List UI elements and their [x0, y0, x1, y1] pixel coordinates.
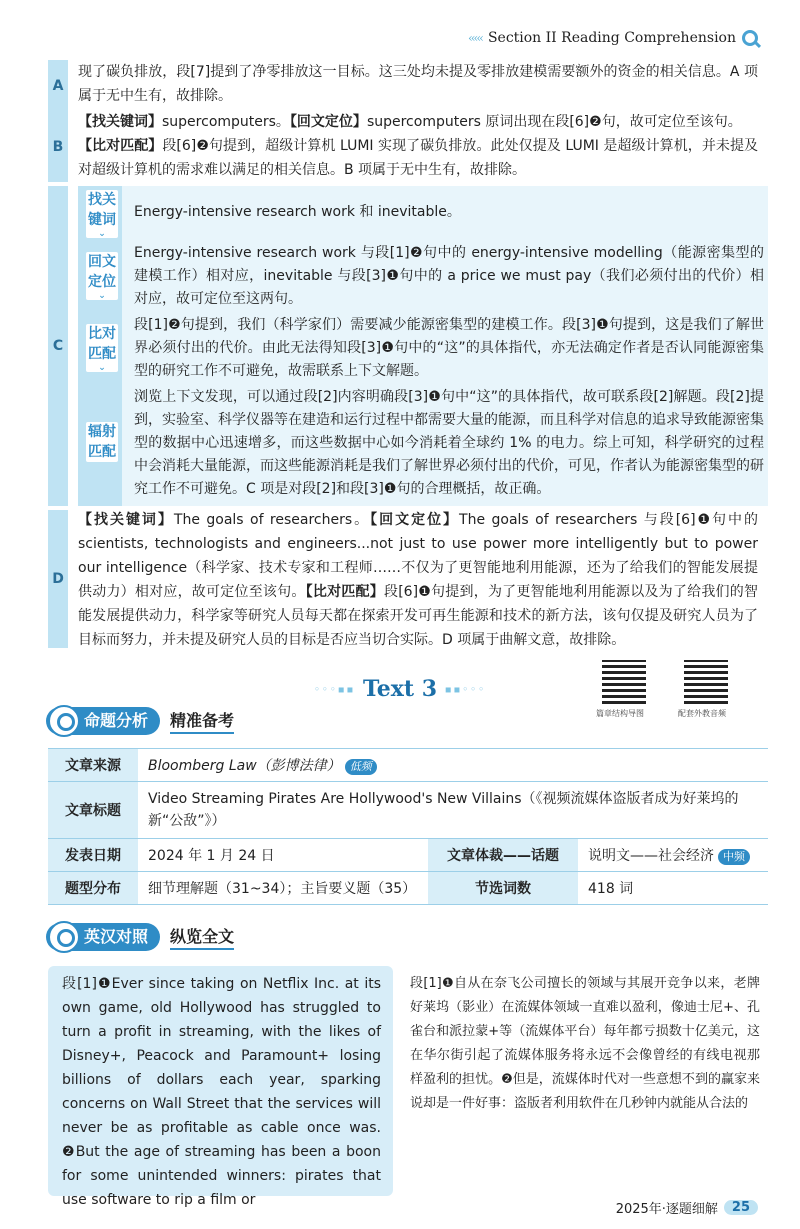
genre-cell: [578, 839, 768, 872]
footer-book-title: 2025年·逐题细解: [615, 1202, 718, 1217]
magnifier-icon: [48, 921, 80, 953]
info-row-types: [48, 872, 768, 905]
running-header: [468, 30, 758, 46]
info-row-source: [48, 749, 768, 782]
english-paragraph: 段[1]❶Ever since taking on Netflix Inc. at its own game, old Hollywood has struggled to turn a profit in streaming, with the likes of Disney+, Peacock and Paramount+ losing billions of dollars each year, sparking concerns on Wall Street that the services will never be as profitable as cable once was. ❷But the age of streaming has been a boon for some unintended winners: pirates that use software to rip a film or: [48, 966, 393, 1196]
option-c-label: C: [48, 186, 68, 506]
date-value: 2024 年 1 月 24 日: [138, 839, 428, 872]
option-a-text: 现了碳负排放，段[7]提到了净零排放这一目标。这三处均未提及零排放建模需要额外的资金的相关信息。A 项属于无中生有，故排除。: [78, 64, 758, 104]
magnifier-icon: [48, 705, 80, 737]
header-arrows: ‹‹‹‹‹: [467, 31, 482, 45]
types-label: 题型分布: [48, 872, 138, 905]
option-b-text: [78, 110, 758, 182]
option-c-text-2: Energy-intensive research work 与段[1]❷句中的 energy-intensive modelling（能源密集型的建模工作）相对应，inevitable 与段[3]❶句中的 a price we must pay（我们必须付出的代价）相对应，故可定位至这两句。: [134, 245, 764, 307]
keyword-compare: 【比对匹配】: [305, 584, 384, 600]
section-analysis-title: 命题分析: [84, 711, 149, 730]
chevron-down-icon: ⌄: [98, 291, 106, 301]
section-bilingual-subtitle: 纵览全文: [170, 924, 234, 950]
title-label: 文章标题: [48, 782, 138, 839]
info-row-title: [48, 782, 768, 839]
qr-label-structure: 篇章结构导图: [596, 709, 644, 718]
option-d-locate: The goals of researchers 与段[6]❶句中的 scientists, technologists and engineers...not just to use power more intelligently but to power our intelligence（科学家、技术专家和工程师……不仅为了更智能地利用能源，还为了给我们的智能发展提供动力）相对应，故可定位至该句。: [78, 512, 759, 600]
chinese-paragraph: 段[1]❶自从在奈飞公司擅长的领域与其展开竞争以来，老牌好莱坞（影业）在流媒体领域一直难以盈利，像迪士尼+、孔雀台和派拉蒙+等（流媒体平台）每年都亏损数十亿美元，这在华尔街引起了流媒体服务将永远不会像曾经的有线电视那样盈利的担忧。❷但是，流媒体时代对一些意想不到的赢家来说却是一件好事：盗版者利用软件在几秒钟内就能从合法的: [410, 976, 760, 1111]
source-label: 文章来源: [48, 749, 138, 782]
option-a-label: A: [48, 60, 68, 112]
types-value: 细节理解题（31~34）；主旨要义题（35）: [138, 872, 428, 905]
tag-radiate: 辐射匹配: [88, 424, 116, 460]
section-analysis: [46, 706, 234, 736]
source-value: Bloomberg Law（彭博法律）: [148, 758, 341, 774]
keyword-compare: 【比对匹配】: [78, 138, 163, 154]
chevron-down-icon: ⌄: [98, 363, 106, 373]
genre-label: 文章体裁——话题: [428, 839, 578, 872]
decorative-dots-left: ◦◦◦▪▪: [314, 684, 356, 696]
option-d-label: D: [48, 510, 68, 648]
keyword-find: 【找关键词】: [78, 512, 174, 528]
tag-locate: 回文定位 ⌄: [88, 254, 116, 301]
qr-label-audio: 配套外教音频: [678, 709, 726, 718]
genre-badge: 中频: [718, 849, 750, 865]
magnifier-icon: [742, 30, 758, 46]
text3-heading: [0, 676, 800, 702]
page-footer: [616, 1198, 758, 1217]
section-bilingual: [46, 922, 234, 952]
date-label: 发表日期: [48, 839, 138, 872]
genre-value: 说明文——社会经济: [588, 848, 714, 864]
page-number: 25: [724, 1200, 758, 1215]
words-label: 节选词数: [428, 872, 578, 905]
keyword-find: 【找关键词】: [78, 114, 162, 130]
qr-code-structure[interactable]: [602, 660, 646, 704]
option-c-text-4: 浏览上下文发现，可以通过段[2]内容明确段[3]❶句中“这”的具体指代，故可联系段[2]解题。段[2]提到，实验室、科学仪器等在建造和运行过程中都需要大量的能源，而且科学对信息的追求导致能源密集型的数据中心迅速增多，而这些数据中心如今消耗着全球约 1% 的电力。综上可知，科学研究的过程中会消耗大量能源，而这些能源消耗是我们了解世界必须付出的代价，可见，作者认为能源密集型的研究工作不可避免。C 项是对段[2]和段[3]❶句的合理概括，故正确。: [134, 389, 764, 497]
keyword-locate: 【回文定位】: [370, 512, 460, 528]
keyword-locate: 【回文定位】: [289, 114, 367, 130]
decorative-dots-right: ▪▪◦◦◦: [444, 684, 486, 696]
title-value: Video Streaming Pirates Are Hollywood's New Villains（《视频流媒体盗版者成为好莱坞的新“公敌”》）: [138, 782, 768, 839]
section-bilingual-title: 英汉对照: [84, 927, 149, 946]
words-value: 418 词: [578, 872, 768, 905]
option-d-text: [78, 508, 758, 652]
tag-compare: 比对匹配 ⌄: [88, 326, 116, 373]
option-d-compare: 段[6]❶句提到，为了更智能地利用能源以及为了给我们的智能发展提供动力，科学家等研究人员每天都在探索开发可再生能源和技术的新方法，该句仅提及研究人员为了目标而努力，并未提及研究人员的目标是否应当切合实际。D 项属于曲解文意，故排除。: [78, 584, 759, 648]
option-c-box: [78, 186, 768, 506]
chevron-down-icon: ⌄: [98, 229, 106, 239]
option-b-compare: 段[6]❷句提到，超级计算机 LUMI 实现了碳负排放。此处仅提及 LUMI 是超级计算机，并未提及对超级计算机的需求难以满足的相关信息。B 项属于无中生有，故排除。: [78, 138, 759, 178]
text3-title: Text 3: [362, 676, 438, 702]
section-analysis-subtitle: 精准备考: [170, 708, 234, 734]
option-c-text-1: Energy-intensive research work 和 inevitable。: [134, 204, 461, 220]
option-d-keyword: The goals of researchers。: [173, 512, 371, 528]
option-b-keyword: supercomputers。: [162, 114, 290, 130]
header-title: Section II Reading Comprehension: [487, 30, 736, 46]
option-c-text-3: 段[1]❷句提到，我们（科学家们）需要减少能源密集型的建模工作。段[3]❶句提到，这是我们了解世界必须付出的代价。由此无法得知段[3]❶句中的“这”的具体指代，亦无法确定作者是否认同能源密集型的研究工作不可避免，故需联系上下文解题。: [134, 317, 764, 379]
source-cell: [138, 749, 768, 782]
tag-find-keyword: 找关键词 ⌄: [88, 192, 116, 239]
article-info-table: [48, 748, 768, 905]
source-badge: 低频: [345, 759, 377, 775]
info-row-date: [48, 839, 768, 872]
option-b-label: B: [48, 112, 68, 182]
qr-code-audio[interactable]: [684, 660, 728, 704]
option-b-locate: supercomputers 原词出现在段[6]❷句，故可定位至该句。: [366, 114, 742, 130]
